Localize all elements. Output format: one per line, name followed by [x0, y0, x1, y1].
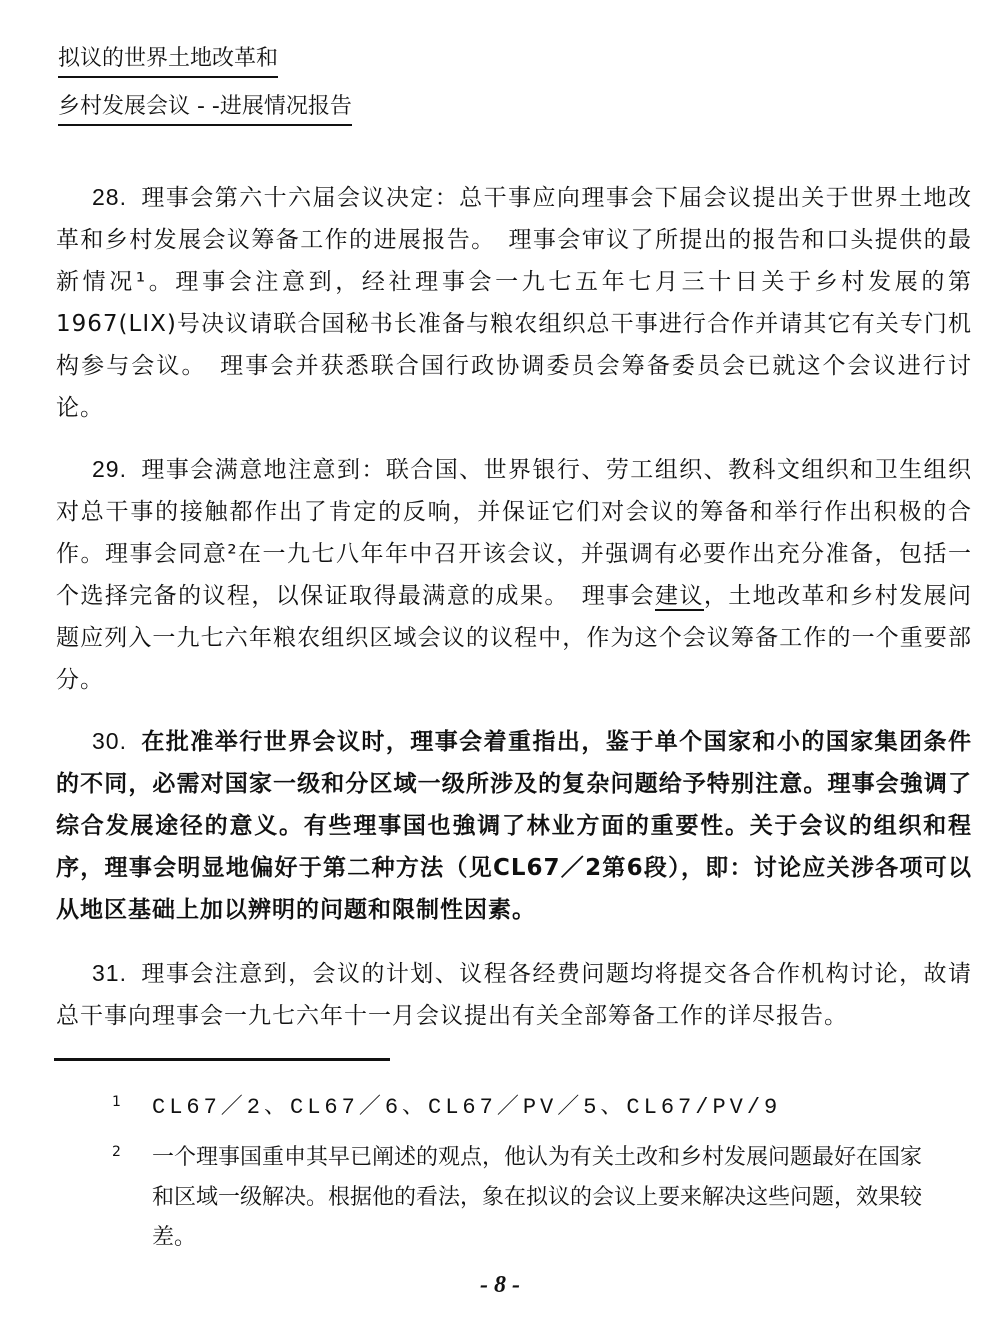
paragraph-text: 在批准举行世界会议时，理事会着重指出，鉴于单个国家和小的国家集团条件的不同，必需对国家一级和分区域一级所涉及的复杂问题给予特别注意。理事会強调了综合发展途径的意义。有些理事国也強调了林业方面的重要性。关于会议的组织和程序，理事会明显地偏好于第二种方法（见CL67／2第6段），即：讨论应关涉各项可以从地区基础上加以辨明的问题和限制性因素。: [56, 729, 972, 923]
paragraph-28: [56, 176, 972, 429]
paragraph-30: [56, 720, 972, 931]
footnote-text: CL67／2、CL67／6、CL67／PV／5、CL67/PV/9: [152, 1095, 782, 1120]
paragraph-number: 30.: [92, 728, 127, 754]
paragraph-text: 理事会第六十六届会议决定：总干事应向理事会下届会议提出关于世界土地改革和乡村发展会议筹备工作的进展报告。 理事会审议了所提出的报告和口头提供的最新情况¹。理事会注意到，经社理事会一九七五年七月三十日关于乡村发展的第1967(LIX)号决议请联合国秘书长准备与粮农组织总干事进行合作并请其它有关专门机构参与会议。 理事会并获悉联合国行政协调委员会筹备委员会已就这个会议进行讨论。: [56, 185, 972, 421]
paragraph-31: [56, 952, 972, 1037]
paragraph-text: ，土地改革和乡村发展问题应列入一九七六年粮农组织区域会议的议程中，作为这个会议筹备工作的一个重要部分。: [56, 583, 973, 693]
report-title-line-1: 拟议的世界土地改革和: [58, 44, 278, 78]
underlined-word: 建议: [654, 583, 704, 609]
footnote-mark: 2: [112, 1144, 121, 1160]
footnote-2: [112, 1138, 932, 1258]
footnote-text: 一个理事国重申其早已阐述的观点，他认为有关土改和乡村发展问题最好在国家和区域一级解决。根据他的看法，象在拟议的会议上要来解决这些问题，效果较差。: [152, 1145, 923, 1250]
paragraph-number: 29.: [92, 456, 127, 482]
page-number: - 8 -: [480, 1272, 520, 1298]
footnote-divider: [54, 1058, 390, 1061]
paragraph-number: 28.: [92, 184, 127, 210]
paragraph-text: 理事会满意地注意到：联合国、世界银行、劳工组织、教科文组织和卫生组织对总干事的接触都作出了肯定的反响，并保证它们对会议的筹备和举行作出积极的合作。理事会同意²在一九七八年年中召开该会议，并强调有必要作出充分准备，包括一个选择完备的议程，以保证取得最满意的成果。 理事会: [56, 457, 972, 609]
footnote-1: [112, 1088, 972, 1128]
footnote-mark: 1: [112, 1094, 121, 1110]
paragraph-text: 理事会注意到，会议的计划、议程各经费问题均将提交各合作机构讨论，故请总干事向理事会一九七六年十一月会议提出有关全部筹备工作的详尽报告。: [56, 961, 972, 1029]
paragraph-29: [56, 448, 972, 701]
report-title-line-2: 乡村发展会议 - -进展情况报告: [58, 92, 352, 126]
paragraph-number: 31.: [92, 960, 127, 986]
